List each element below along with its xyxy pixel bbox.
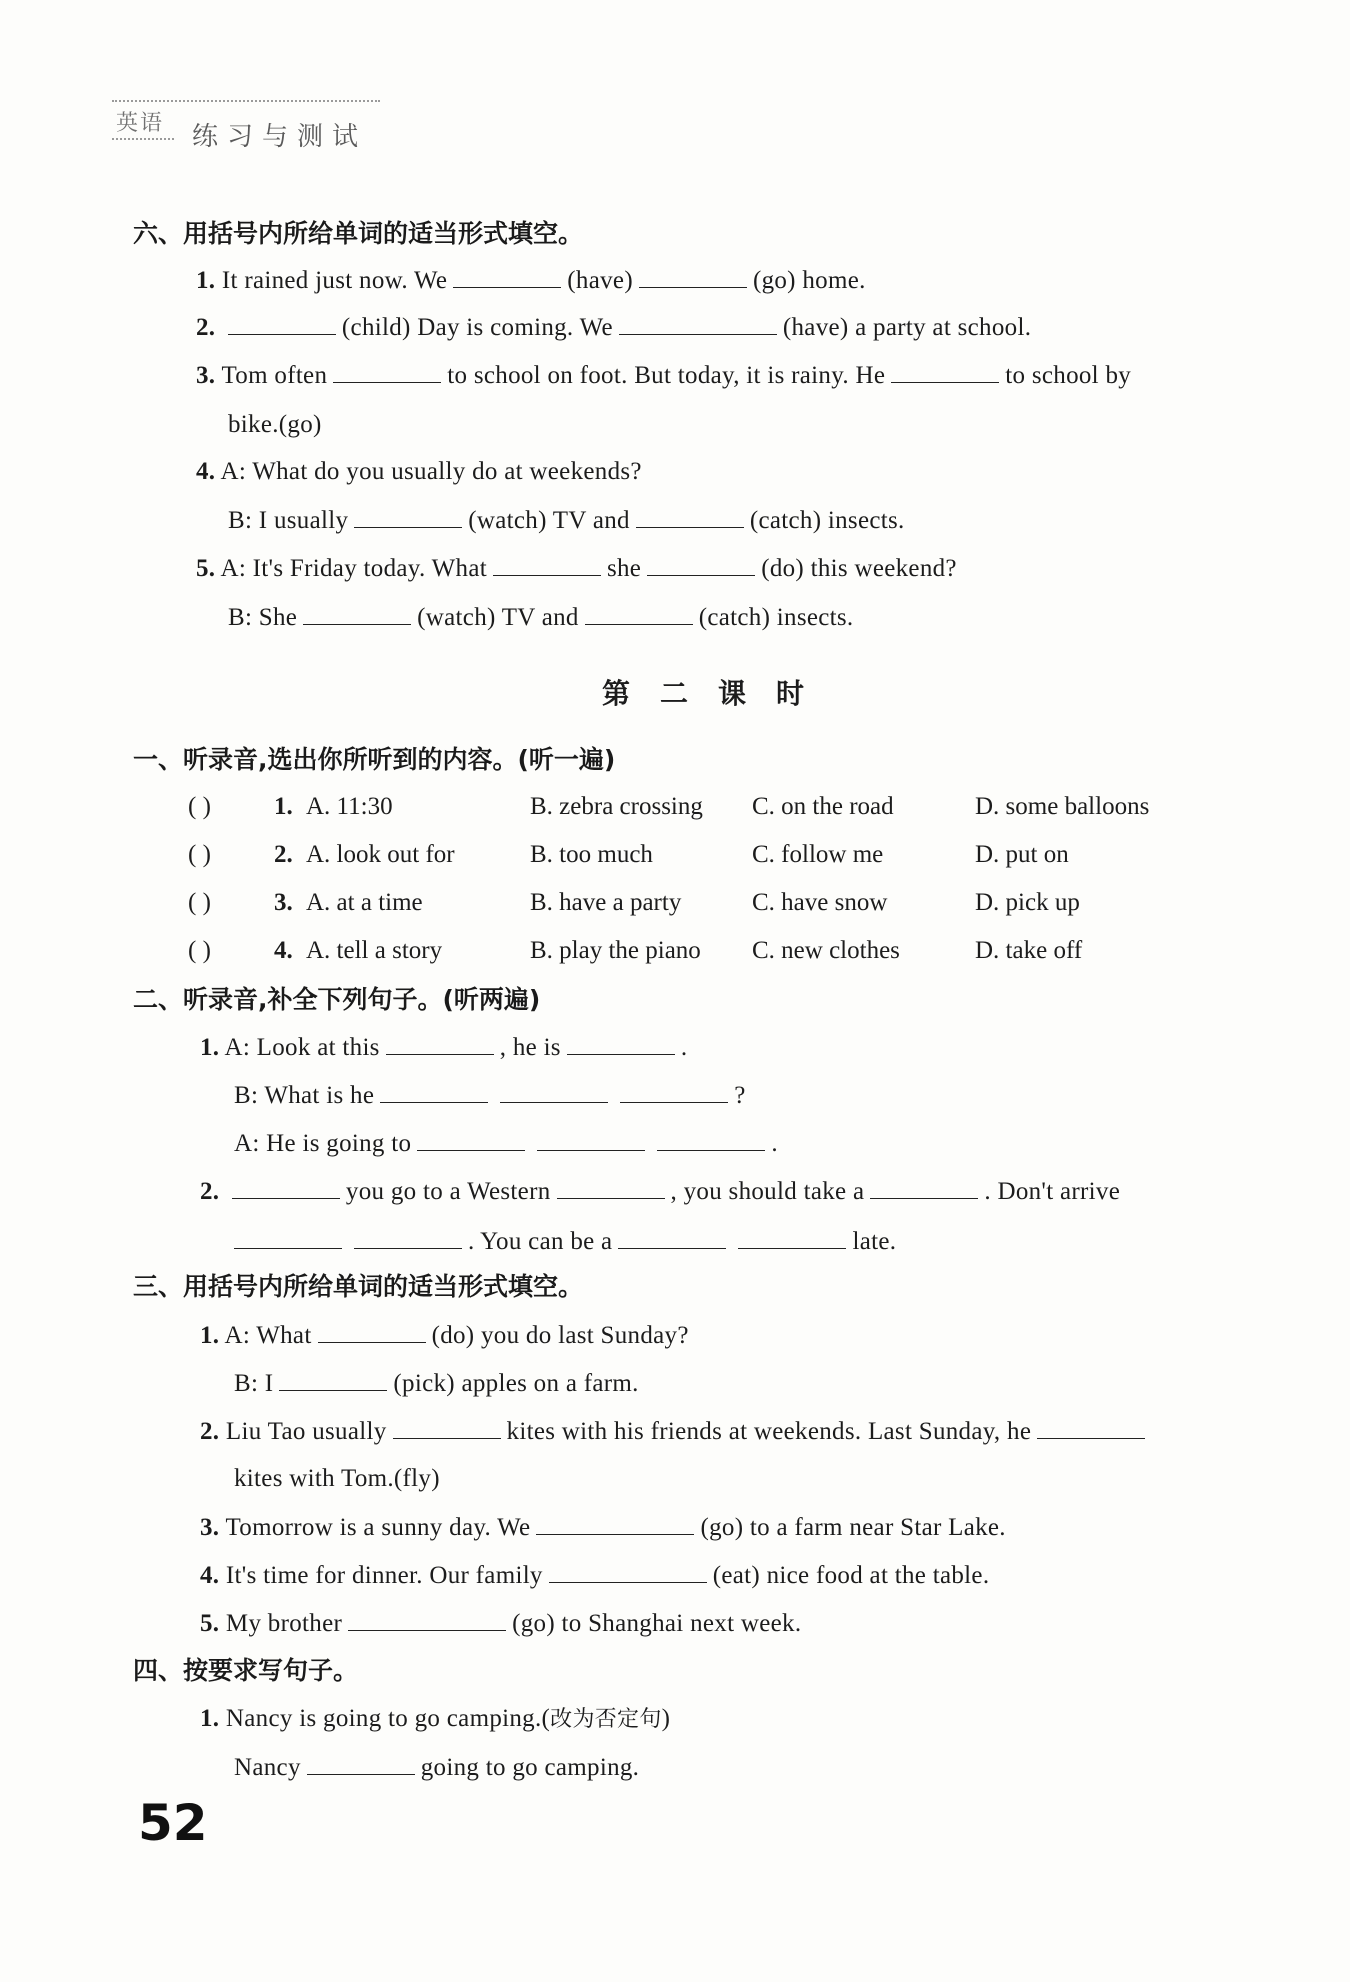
answer-blank[interactable] bbox=[307, 1752, 415, 1775]
text: Tom often bbox=[221, 362, 328, 389]
text: (go) home. bbox=[752, 267, 866, 294]
answer-paren[interactable]: ( ) bbox=[188, 937, 211, 964]
p3-q1-b bbox=[234, 1368, 639, 1399]
text: late. bbox=[852, 1228, 897, 1255]
q-number: 1. bbox=[200, 1322, 220, 1349]
answer-blank[interactable] bbox=[228, 312, 336, 335]
answer-blank[interactable] bbox=[567, 1032, 675, 1055]
text: . You can be a bbox=[468, 1228, 613, 1255]
answer-blank[interactable] bbox=[537, 1128, 645, 1151]
text: (do) this weekend? bbox=[761, 555, 957, 582]
p2-q1-c bbox=[234, 1128, 778, 1159]
text: A: It's Friday today. What bbox=[220, 555, 487, 582]
text: . bbox=[771, 1130, 778, 1157]
answer-blank[interactable] bbox=[549, 1560, 707, 1583]
answer-blank[interactable] bbox=[318, 1320, 426, 1343]
text: B: I usually bbox=[228, 507, 349, 534]
part-2-title: 二、听录音,补全下列句子。(听两遍) bbox=[133, 985, 541, 1014]
text: Nancy bbox=[234, 1754, 301, 1781]
option-a: A. tell a story bbox=[306, 937, 443, 964]
option-a: A. look out for bbox=[306, 841, 455, 868]
s6-q2 bbox=[196, 312, 1031, 343]
answer-blank[interactable] bbox=[585, 602, 693, 625]
q-number: 1. bbox=[200, 1034, 220, 1061]
part-4-title: 四、按要求写句子。 bbox=[133, 1656, 359, 1685]
q-number: 3. bbox=[274, 889, 293, 916]
text: It's time for dinner. Our family bbox=[225, 1562, 543, 1589]
answer-blank[interactable] bbox=[657, 1128, 765, 1151]
text: (go) to Shanghai next week. bbox=[512, 1610, 802, 1637]
text: My brother bbox=[225, 1610, 343, 1637]
text: Tomorrow is a sunny day. We bbox=[225, 1514, 531, 1541]
answer-blank[interactable] bbox=[354, 1226, 462, 1249]
text: ) bbox=[661, 1705, 671, 1732]
answer-paren[interactable]: ( ) bbox=[188, 793, 211, 820]
q-number: 5. bbox=[196, 555, 216, 582]
option-d: D. some balloons bbox=[975, 793, 1150, 820]
p3-q4 bbox=[200, 1560, 989, 1591]
text: Liu Tao usually bbox=[225, 1418, 387, 1445]
answer-blank[interactable] bbox=[453, 265, 561, 288]
text: (catch) insects. bbox=[698, 604, 854, 631]
answer-blank[interactable] bbox=[500, 1080, 608, 1103]
text: , he is bbox=[499, 1034, 561, 1061]
book-title: 练习与测试 bbox=[192, 122, 368, 152]
text: A: What bbox=[224, 1322, 312, 1349]
s6-q4-b bbox=[228, 505, 905, 536]
text: A: He is going to bbox=[234, 1130, 412, 1157]
p2-q2-a bbox=[200, 1176, 1120, 1207]
answer-blank[interactable] bbox=[279, 1368, 387, 1391]
answer-blank[interactable] bbox=[234, 1226, 342, 1249]
text: she bbox=[606, 555, 642, 582]
s6-q3 bbox=[196, 360, 1131, 391]
answer-blank[interactable] bbox=[870, 1176, 978, 1199]
text: (watch) TV and bbox=[468, 507, 630, 534]
p2-q2-b bbox=[228, 1226, 896, 1257]
answer-blank[interactable] bbox=[417, 1128, 525, 1151]
option-d: D. take off bbox=[975, 937, 1083, 964]
answer-blank[interactable] bbox=[891, 360, 999, 383]
option-c: C. have snow bbox=[752, 889, 888, 916]
q-number: 2. bbox=[196, 314, 216, 341]
option-d: D. put on bbox=[975, 841, 1069, 868]
text: to school by bbox=[1005, 362, 1132, 389]
answer-blank[interactable] bbox=[232, 1176, 340, 1199]
text: A: What do you usually do at weekends? bbox=[220, 458, 642, 485]
p3-q5 bbox=[200, 1608, 801, 1639]
p3-q3 bbox=[200, 1512, 1006, 1543]
q-number: 1. bbox=[274, 793, 293, 820]
s6-q1 bbox=[196, 265, 866, 296]
q-number: 2. bbox=[200, 1178, 220, 1205]
answer-blank[interactable] bbox=[333, 360, 441, 383]
answer-blank[interactable] bbox=[620, 1080, 728, 1103]
q-number: 4. bbox=[200, 1562, 220, 1589]
q-number: 4. bbox=[274, 937, 293, 964]
text: . Don't arrive bbox=[984, 1178, 1121, 1205]
p2-q1-a bbox=[200, 1032, 687, 1063]
option-c: C. new clothes bbox=[752, 937, 900, 964]
text: you go to a Western bbox=[345, 1178, 551, 1205]
s6-q5-b bbox=[228, 602, 853, 633]
s6-q5 bbox=[196, 553, 957, 584]
answer-blank[interactable] bbox=[618, 1226, 726, 1249]
answer-blank[interactable] bbox=[738, 1226, 846, 1249]
q-number: 3. bbox=[200, 1514, 220, 1541]
answer-blank[interactable] bbox=[303, 602, 411, 625]
option-b: B. have a party bbox=[530, 889, 682, 916]
text: (have) a party at school. bbox=[782, 314, 1032, 341]
answer-paren[interactable]: ( ) bbox=[188, 841, 211, 868]
text: B: What is he bbox=[234, 1082, 375, 1109]
text: B: I bbox=[234, 1370, 274, 1397]
lesson-title: 第二课时 bbox=[602, 677, 835, 710]
p3-q1-a bbox=[200, 1320, 689, 1351]
q-number: 2. bbox=[200, 1418, 220, 1445]
option-c: C. follow me bbox=[752, 841, 884, 868]
page-header bbox=[112, 100, 380, 152]
option-b: B. play the piano bbox=[530, 937, 701, 964]
s6-q3-cont: bike.(go) bbox=[228, 411, 322, 438]
text: (eat) nice food at the table. bbox=[712, 1562, 990, 1589]
text: (pick) apples on a farm. bbox=[393, 1370, 639, 1397]
p4-q1-b bbox=[234, 1752, 639, 1783]
answer-paren[interactable]: ( ) bbox=[188, 889, 211, 916]
answer-blank[interactable] bbox=[348, 1608, 506, 1631]
answer-blank[interactable] bbox=[380, 1080, 488, 1103]
q-number: 3. bbox=[196, 362, 216, 389]
text: B: She bbox=[228, 604, 298, 631]
instruction-note: 改为否定句 bbox=[550, 1707, 662, 1732]
answer-blank[interactable] bbox=[493, 553, 601, 576]
q-number: 1. bbox=[196, 267, 216, 294]
text: (catch) insects. bbox=[749, 507, 905, 534]
answer-blank[interactable] bbox=[354, 505, 462, 528]
text: kites with his friends at weekends. Last Sunday, he bbox=[506, 1418, 1032, 1445]
q-number: 5. bbox=[200, 1610, 220, 1637]
p3-q2-b: kites with Tom.(fly) bbox=[234, 1465, 440, 1492]
text: to school on foot. But today, it is rainy. He bbox=[447, 362, 886, 389]
option-c: C. on the road bbox=[752, 793, 894, 820]
option-a: A. at a time bbox=[306, 889, 423, 916]
text: going to go camping. bbox=[420, 1754, 640, 1781]
text: ? bbox=[734, 1082, 746, 1109]
answer-blank[interactable] bbox=[386, 1032, 494, 1055]
text: , you should take a bbox=[670, 1178, 865, 1205]
option-b: B. zebra crossing bbox=[530, 793, 703, 820]
option-d: D. pick up bbox=[975, 889, 1080, 916]
answer-blank[interactable] bbox=[636, 505, 744, 528]
answer-blank[interactable] bbox=[393, 1416, 501, 1439]
q-number: 4. bbox=[196, 458, 216, 485]
subject-label: 英语 bbox=[116, 111, 165, 136]
text: Nancy is going to go camping.( bbox=[225, 1705, 551, 1732]
text: (watch) TV and bbox=[417, 604, 579, 631]
q-number: 2. bbox=[274, 841, 293, 868]
option-a: A. 11:30 bbox=[306, 793, 393, 820]
text: A: Look at this bbox=[224, 1034, 380, 1061]
answer-blank[interactable] bbox=[647, 553, 755, 576]
p2-q1-b bbox=[234, 1080, 746, 1111]
text: (have) bbox=[567, 267, 633, 294]
answer-blank[interactable] bbox=[536, 1512, 694, 1535]
text: It rained just now. We bbox=[221, 267, 448, 294]
text: (do) you do last Sunday? bbox=[431, 1322, 689, 1349]
section-6-title: 六、用括号内所给单词的适当形式填空。 bbox=[133, 219, 584, 248]
answer-blank[interactable] bbox=[639, 265, 747, 288]
answer-blank[interactable] bbox=[619, 312, 777, 335]
text: (child) Day is coming. We bbox=[341, 314, 613, 341]
p3-q2-a bbox=[200, 1416, 1151, 1447]
p4-q1-a bbox=[200, 1704, 670, 1735]
answer-blank[interactable] bbox=[557, 1176, 665, 1199]
answer-blank[interactable] bbox=[1037, 1416, 1145, 1439]
option-b: B. too much bbox=[530, 841, 653, 868]
text: . bbox=[680, 1034, 688, 1061]
part-3-title: 三、用括号内所给单词的适当形式填空。 bbox=[133, 1272, 584, 1301]
q-number: 1. bbox=[200, 1705, 220, 1732]
text: (go) to a farm near Star Lake. bbox=[700, 1514, 1006, 1541]
s6-q4 bbox=[196, 457, 642, 487]
part-1-title: 一、听录音,选出你所听到的内容。(听一遍) bbox=[133, 745, 616, 774]
page-number: 52 bbox=[138, 1794, 208, 1852]
